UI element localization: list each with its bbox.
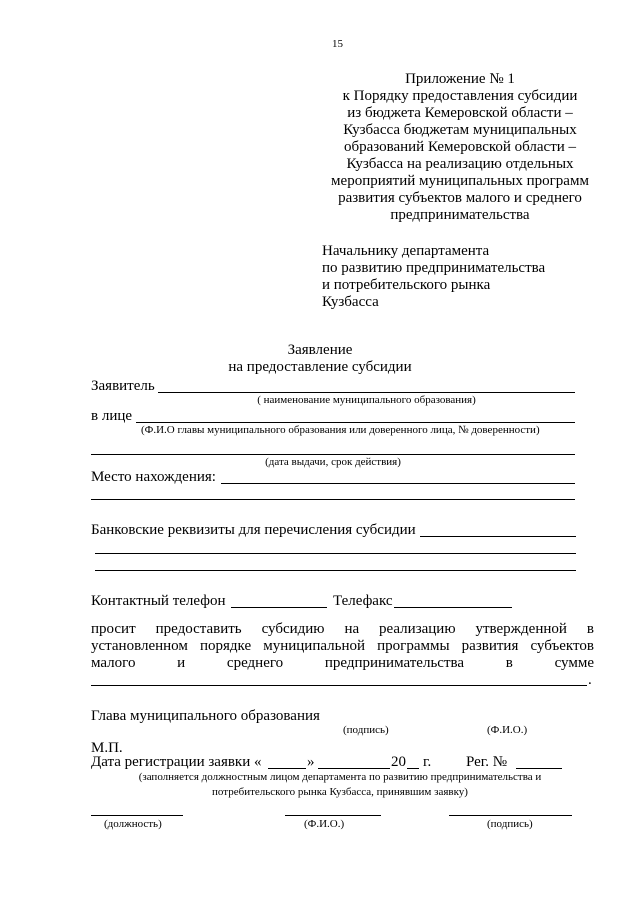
applicant-label: Заявитель [91, 378, 155, 394]
position-field[interactable] [91, 815, 183, 816]
request-word: установленном [91, 638, 188, 654]
phone-label: Контактный телефон [91, 593, 226, 609]
request-word: малого [91, 655, 136, 671]
bank-field[interactable] [420, 536, 576, 537]
appendix-line: Кузбасса на реализацию отдельных [346, 156, 574, 172]
name-hint: (Ф.И.О.) [487, 724, 528, 736]
addressee-line: Начальнику департамента [322, 243, 490, 259]
addressee-line: и потребительского рынка [322, 277, 491, 293]
request-word: и [177, 655, 186, 671]
bank-field-3[interactable] [95, 570, 576, 571]
reg-year-field[interactable] [407, 768, 419, 769]
reg-month-field[interactable] [318, 768, 390, 769]
sign-hint: (подпись) [343, 724, 389, 736]
applicant-field[interactable] [158, 392, 575, 393]
fax-label: Телефакс [333, 593, 393, 609]
date-hint: (дата выдачи, срок действия) [265, 456, 401, 468]
location-label: Место нахождения: [91, 469, 216, 485]
appendix-line: к Порядку предоставления субсидии [342, 88, 578, 104]
person-label: в лице [91, 408, 133, 424]
request-word: предпринимательства [324, 655, 465, 671]
fio-hint: (Ф.И.О.) [304, 818, 345, 830]
request-word: в [505, 655, 513, 671]
request-word: в [586, 621, 594, 637]
sign-hint-2: (подпись) [487, 818, 533, 830]
appendix-line: предпринимательства [390, 207, 530, 223]
request-word: утвержденной [475, 621, 567, 637]
person-hint: (Ф.И.О главы муниципального образования или доверенного лица, № доверенности) [141, 424, 540, 436]
bank-label: Банковские реквизиты для перечисления субсидии [91, 522, 416, 538]
amount-period: . [588, 672, 592, 688]
request-word: муниципальной [263, 638, 366, 654]
request-word: порядке [199, 638, 252, 654]
applicant-hint: ( наименование муниципального образования) [257, 394, 476, 406]
amount-field[interactable] [91, 685, 587, 686]
location-field-2[interactable] [91, 499, 575, 500]
request-word: предоставить [155, 621, 242, 637]
appendix-line: развития субъектов малого и среднего [338, 190, 582, 206]
request-word: сумме [554, 655, 594, 671]
page-number: 15 [332, 38, 343, 50]
reg-year-suffix: г. [423, 754, 432, 770]
note-line-2: потребительского рынка Кузбасса, принявшим заявку) [212, 786, 468, 798]
appendix-line: Кузбасса бюджетам муниципальных [343, 122, 577, 138]
request-line-1 [91, 621, 594, 638]
reg-year: 20 [391, 754, 406, 770]
fio-field[interactable] [285, 815, 381, 816]
phone-field[interactable] [231, 607, 327, 608]
reg-num-label: Рег. № [466, 754, 508, 770]
head-label: Глава муниципального образования [91, 708, 320, 724]
request-word: субъектов [530, 638, 594, 654]
request-line-3 [91, 655, 594, 672]
request-word: реализацию [379, 621, 456, 637]
appendix-line: образований Кемеровской области – [343, 139, 577, 155]
fax-field[interactable] [394, 607, 512, 608]
reg-day-field[interactable] [268, 768, 306, 769]
document-title: Заявление [287, 342, 353, 358]
reg-date-label: Дата регистрации заявки « [91, 754, 262, 770]
request-word: субсидию [261, 621, 325, 637]
request-word: на [344, 621, 360, 637]
date-field[interactable] [91, 454, 575, 455]
request-word: среднего [226, 655, 284, 671]
appendix-line: Приложение № 1 [405, 71, 515, 87]
addressee-block [322, 243, 545, 311]
note-line-1: (заполняется должностным лицом департамента по развитию предпринимательства и [138, 771, 542, 783]
addressee-line: Кузбасса [322, 294, 379, 310]
signature-field[interactable] [449, 815, 572, 816]
appendix-line: из бюджета Кемеровской области – [347, 105, 573, 121]
reg-quote-close: » [307, 754, 315, 770]
document-subtitle: на предоставление субсидии [228, 359, 412, 375]
request-word: развития [461, 638, 519, 654]
request-line-2 [91, 638, 594, 655]
location-field[interactable] [221, 483, 575, 484]
request-word: программы [377, 638, 450, 654]
request-word: просит [91, 621, 136, 637]
appendix-line: мероприятий муниципальных программ [331, 173, 589, 189]
position-hint: (должность) [104, 818, 162, 830]
reg-num-field[interactable] [516, 768, 562, 769]
bank-field-2[interactable] [95, 553, 576, 554]
appendix-block [325, 71, 595, 224]
addressee-line: по развитию предпринимательства [322, 260, 546, 276]
person-field[interactable] [136, 422, 575, 423]
stamp-label: М.П. [91, 740, 123, 756]
